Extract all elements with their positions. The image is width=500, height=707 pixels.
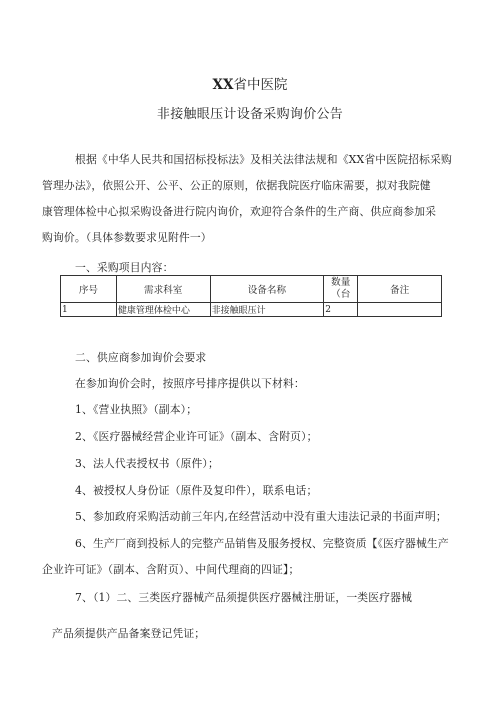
header-device-name: 设备名称 bbox=[210, 276, 324, 303]
cell-device-name: 非接触眼压计 bbox=[210, 303, 324, 317]
list-item: 5、参加政府采购活动前三年内,在经营活动中没有重大违法记录的书面声明； bbox=[75, 510, 447, 523]
cell-remarks bbox=[358, 303, 442, 317]
header-index: 序号 bbox=[61, 276, 117, 303]
list-item-6-line-1: 6、生产厂商到投标人的完整产品销售及服务授权、完整资质【《医疗器械生产 bbox=[75, 537, 449, 550]
list-item: 1、《营业执照》（副本）； bbox=[75, 403, 198, 416]
list-item: 3、法人代表授权书（原件）； bbox=[75, 457, 219, 470]
cell-quantity: 2 bbox=[324, 303, 358, 317]
list-item-7-line-2: 产品须提供产品备案登记凭证； bbox=[52, 627, 206, 640]
intro-line-4: 购询价。（具体参数要求见附件一） bbox=[42, 231, 212, 244]
title-rest: 省中医院 bbox=[233, 77, 288, 93]
list-item-7-line-1: 7、（1）二、三类医疗器械产品须提供医疗器械注册证，一类医疗器械 bbox=[75, 591, 413, 604]
list-item-6-line-2: 企业许可证》（副本、含附页）、中间代理商的四证】； bbox=[42, 563, 300, 576]
section-2-heading: 二、供应商参加询价会要求 bbox=[75, 351, 207, 364]
intro-line-2: 管理办法》，依照公开、公平、公正的原则，依据我院医疗临床需要，拟对我院健 bbox=[42, 179, 431, 192]
cell-department: 健康管理体检中心 bbox=[116, 303, 210, 317]
table-header-row bbox=[61, 276, 442, 303]
header-remarks: 备注 bbox=[358, 276, 442, 303]
document-title bbox=[0, 73, 500, 93]
materials-lead: 在参加询价会时，按照序号排序提供以下材料： bbox=[75, 377, 305, 390]
cell-index: 1 bbox=[61, 303, 117, 317]
list-item: 2、《医疗器械经营企业许可证》（副本、含附页）； bbox=[75, 430, 318, 443]
list-item: 4、被授权人身份证（原件及复印件），联系电话； bbox=[75, 484, 318, 497]
header-quantity: 数量 （台 bbox=[324, 276, 358, 303]
intro-line-3: 康管理体检中心拟采购设备进行院内询价，欢迎符合条件的生产商、供应商参加采 bbox=[42, 205, 437, 218]
intro-line-1: 根据《中华人民共和国招标投标法》及相关法律法规和《XX省中医院招标采购 bbox=[75, 153, 452, 166]
document-subtitle: 非接触眼压计设备采购询价公告 bbox=[156, 107, 344, 122]
header-department: 需求科室 bbox=[116, 276, 210, 303]
title-prefix: XX bbox=[212, 77, 234, 93]
table-row bbox=[61, 303, 442, 317]
section-1-heading: 一、采购项目内容： bbox=[75, 261, 174, 274]
procurement-table bbox=[60, 275, 442, 317]
